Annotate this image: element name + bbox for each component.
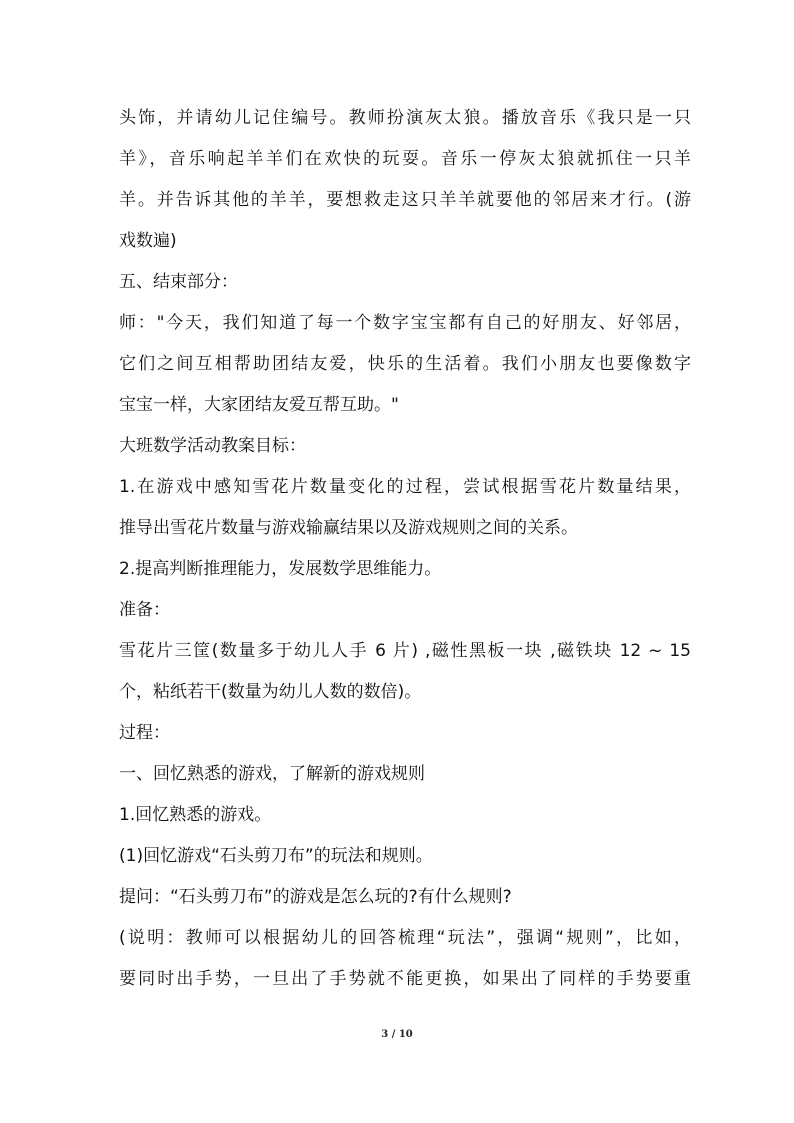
section-heading: 一、回忆熟悉的游戏，了解新的游戏规则 bbox=[119, 764, 425, 784]
page-number: 3 / 10 bbox=[381, 1029, 413, 1040]
text-line: 要同时出手势，一旦出了手势就不能更换，如果出了同样的手势要重 bbox=[119, 969, 691, 989]
section-heading: 大班数学活动教案目标： bbox=[119, 436, 306, 456]
section-heading: 五、结束部分： bbox=[119, 272, 238, 292]
document-body bbox=[119, 98, 691, 1000]
text-line: 头饰，并请幼儿记住编号。教师扮演灰太狼。播放音乐《我只是一只 bbox=[119, 108, 691, 128]
text-line: 羊》，音乐响起羊羊们在欢快的玩耍。音乐一停灰太狼就抓住一只羊 bbox=[119, 149, 691, 169]
text-line: 提问：“石头剪刀布”的游戏是怎么玩的?有什么规则? bbox=[119, 887, 512, 907]
section-heading: 过程： bbox=[119, 723, 170, 743]
text-line: 个，粘纸若干(数量为幼儿人数的数倍)。 bbox=[119, 682, 422, 702]
text-line: 它们之间互相帮助团结友爱，快乐的生活着。我们小朋友也要像数字 bbox=[119, 354, 691, 374]
text-line: (1)回忆游戏“石头剪刀布”的玩法和规则。 bbox=[119, 846, 433, 866]
text-line: 1.在游戏中感知雪花片数量变化的过程，尝试根据雪花片数量结果， bbox=[119, 477, 691, 497]
text-line: 戏数遍) bbox=[119, 231, 177, 251]
text-line: 1.回忆熟悉的游戏。 bbox=[119, 805, 272, 825]
text-line: 2.提高判断推理能力，发展数学思维能力。 bbox=[119, 559, 442, 579]
text-line: (说明：教师可以根据幼儿的回答梳理“玩法”，强调“规则”，比如， bbox=[119, 928, 691, 948]
text-line: 师："今天，我们知道了每一个数字宝宝都有自己的好朋友、好邻居， bbox=[119, 313, 691, 333]
text-line: 雪花片三筐(数量多于幼儿人手 6 片) ,磁性黑板一块 ,磁铁块 12 ~ 15 bbox=[119, 641, 691, 661]
text-line: 羊。并告诉其他的羊羊，要想救走这只羊羊就要他的邻居来才行。(游 bbox=[119, 190, 691, 210]
section-heading: 准备： bbox=[119, 600, 170, 620]
text-line: 宝宝一样，大家团结友爱互帮互助。" bbox=[119, 395, 399, 415]
text-line: 推导出雪花片数量与游戏输赢结果以及游戏规则之间的关系。 bbox=[119, 518, 578, 538]
